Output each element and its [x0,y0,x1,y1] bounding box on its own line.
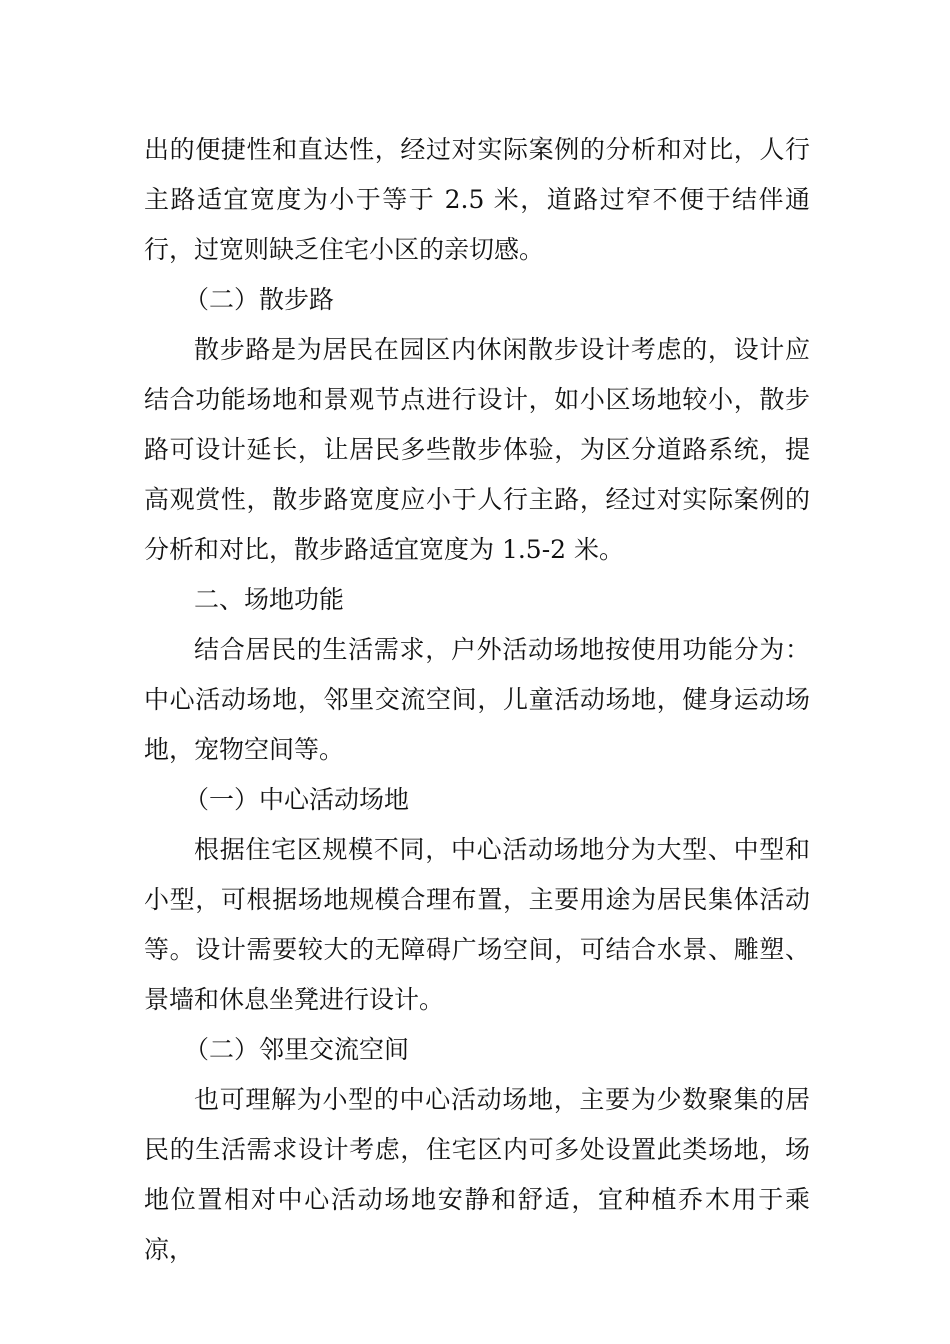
document-body [144,125,810,1275]
heading-walking-path: （二）散步路 [184,285,335,314]
paragraph-central-activity-area: 根据住宅区规模不同，中心活动场地分为大型、中型和小型，可根据场地规模合理布置，主要用途为居民集体活动等。设计需要较大的无障碍广场空间，可结合水景、雕塑、景墙和休息坐凳进行设计。 [144,835,810,1014]
heading-central-activity-area: （一）中心活动场地 [184,785,410,814]
heading-neighborhood-space: （二）邻里交流空间 [184,1035,410,1064]
heading-site-functions: 二、场地功能 [194,585,345,614]
paragraph-neighborhood-space: 也可理解为小型的中心活动场地，主要为少数聚集的居民的生活需求设计考虑，住宅区内可多处设置此类场地，场地位置相对中心活动场地安静和舒适，宜种植乔木用于乘凉， [144,1085,810,1264]
paragraph-site-functions: 结合居民的生活需求，户外活动场地按使用功能分为：中心活动场地，邻里交流空间，儿童活动场地，健身运动场地，宠物空间等。 [144,635,810,764]
paragraph-walking-path: 散步路是为居民在园区内休闲散步设计考虑的，设计应结合功能场地和景观节点进行设计，如小区场地较小，散步路可设计延长，让居民多些散步体验，为区分道路系统，提高观赏性，散步路宽度应小于人行主路，经过对实际案例的分析和对比，散步路适宜宽度为 1.5-2 米。 [144,335,810,564]
paragraph-road-width: 出的便捷性和直达性，经过对实际案例的分析和对比，人行主路适宜宽度为小于等于 2.5 米，道路过窄不便于结伴通行，过宽则缺乏住宅小区的亲切感。 [144,135,810,264]
